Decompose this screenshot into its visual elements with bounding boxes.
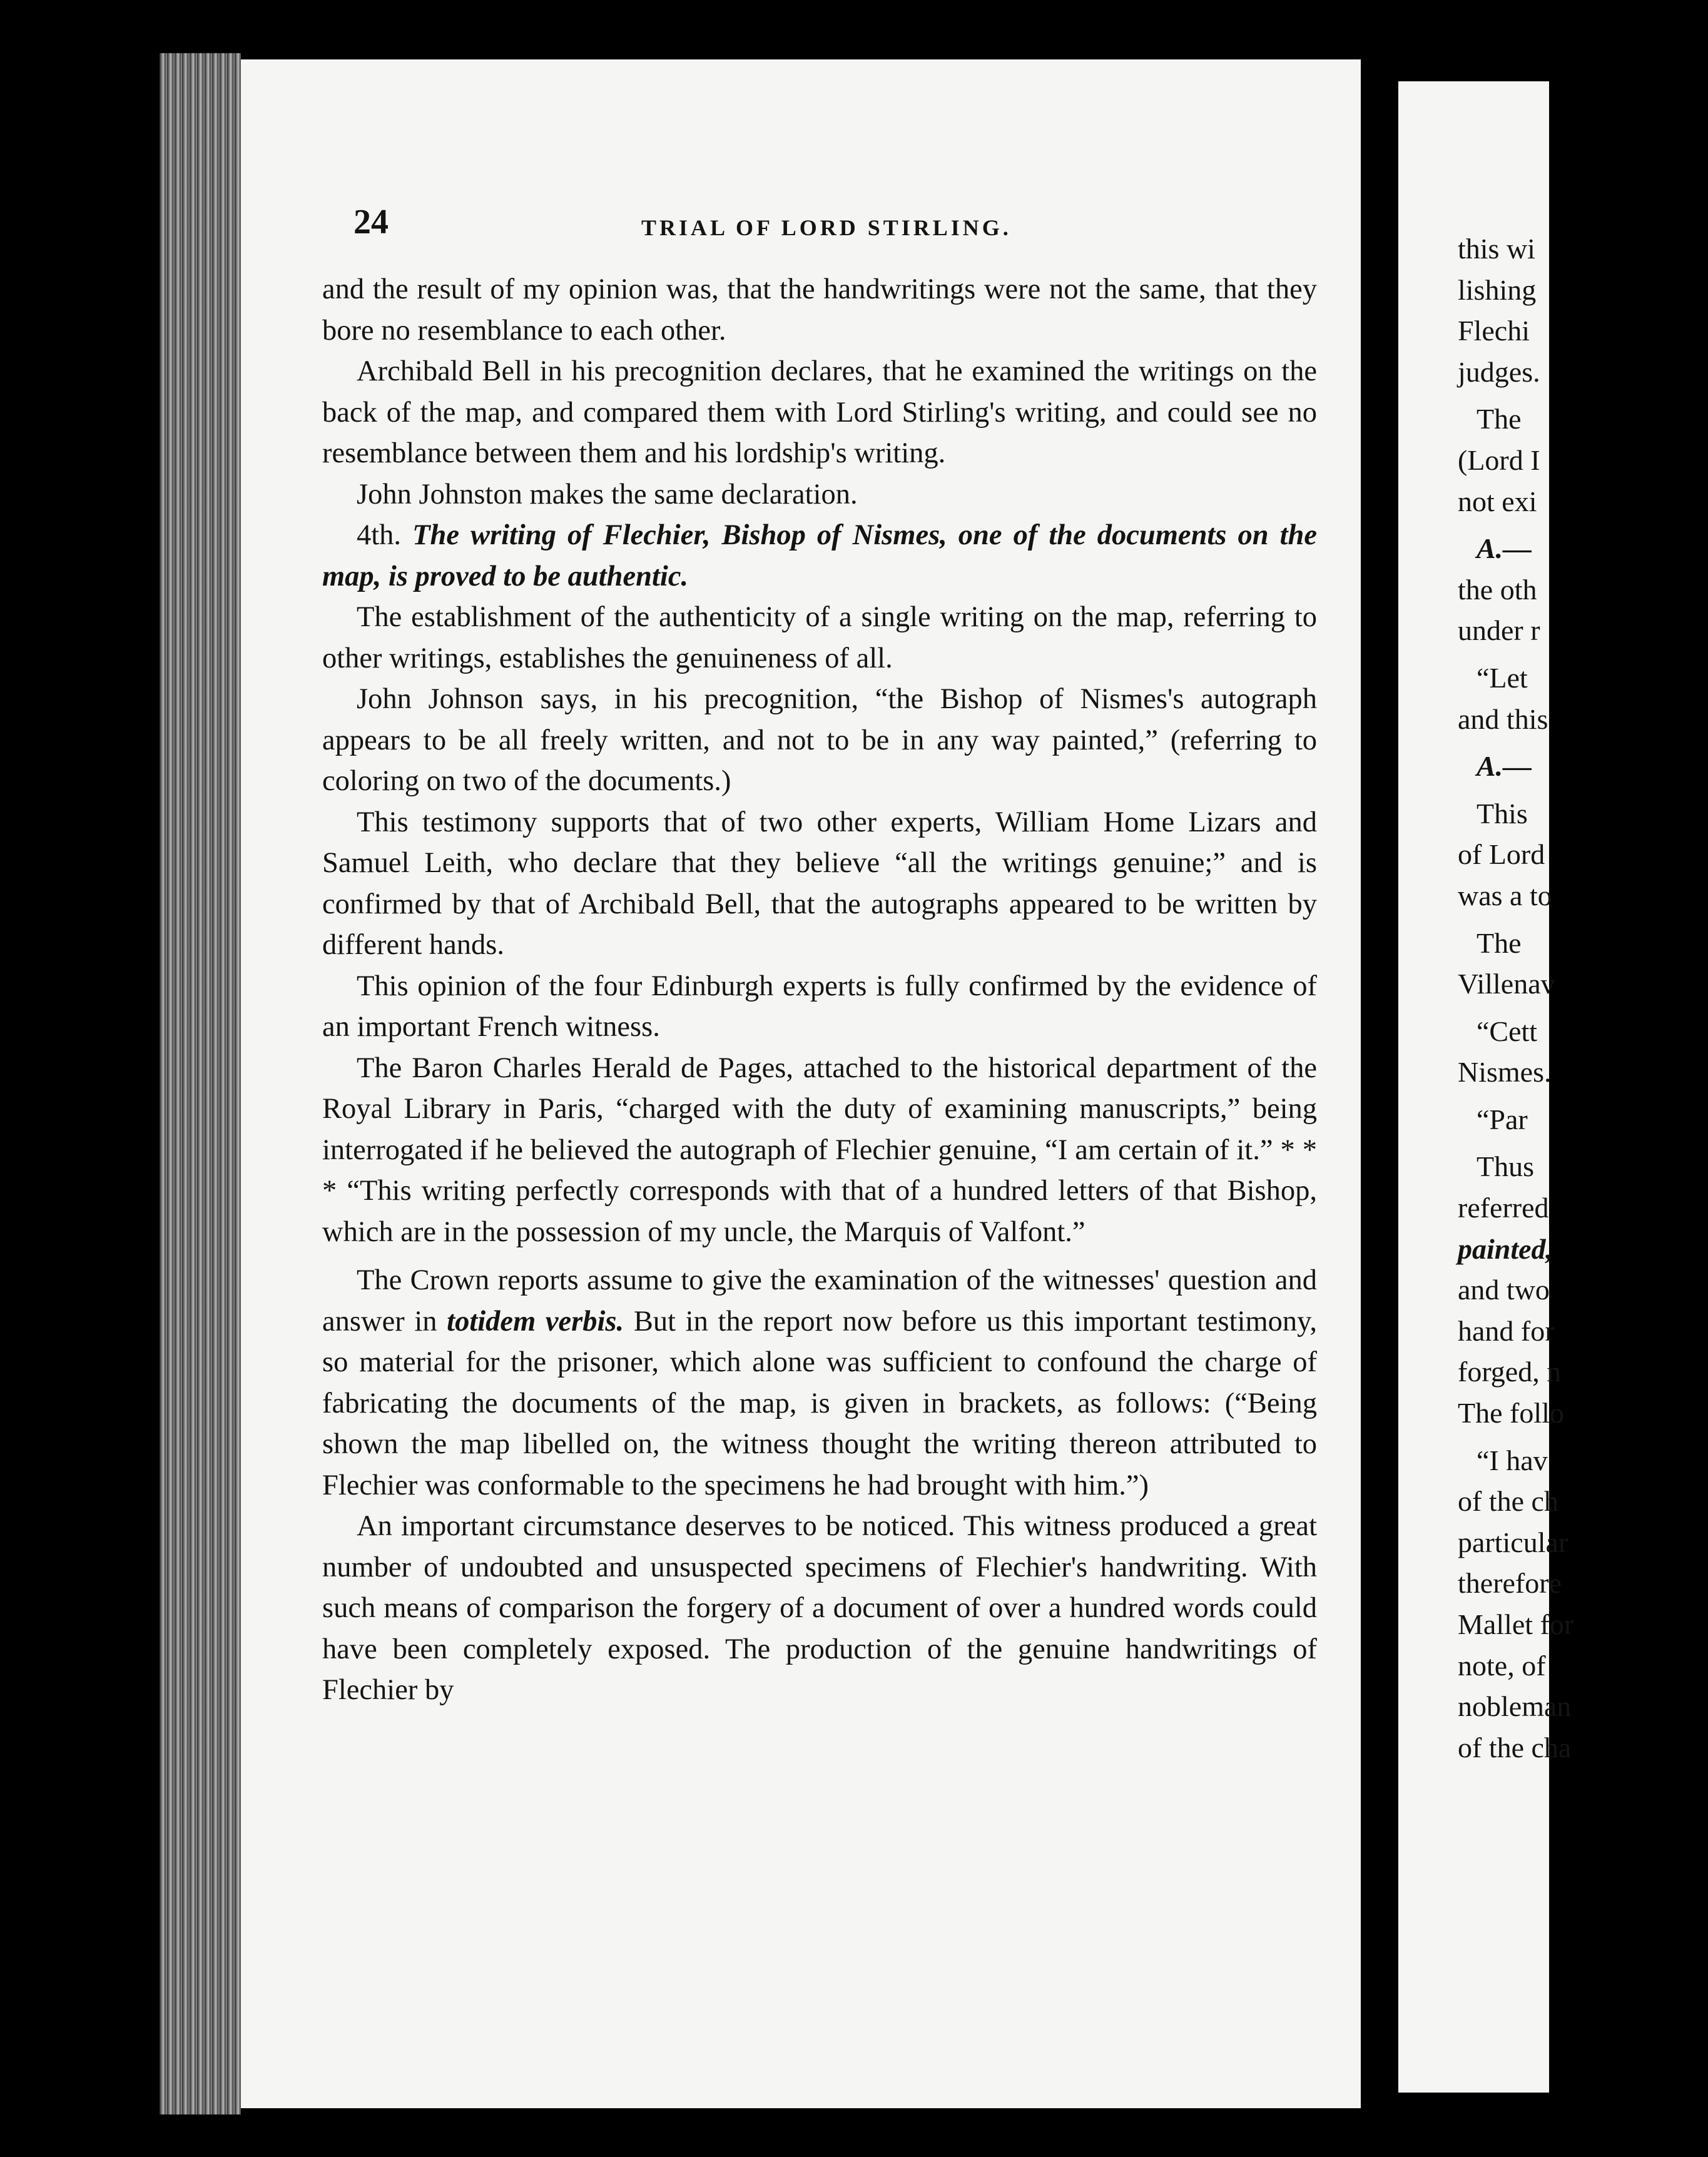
facing-page-line: This <box>1477 797 1528 830</box>
paragraph-heading <box>322 515 1317 597</box>
facing-page-line: The follo <box>1458 1397 1564 1429</box>
facing-page-line: Flechi <box>1458 315 1530 347</box>
facing-page-line: “I hav <box>1477 1444 1548 1476</box>
main-page <box>241 59 1361 2108</box>
body-text <box>322 269 1317 1711</box>
facing-page-line: therefore <box>1458 1567 1562 1600</box>
facing-page-line: A.— <box>1477 532 1532 565</box>
binding-edge <box>160 53 241 2114</box>
paragraph: This opinion of the four Edinburgh experts is fully confirmed by the evidence of an important French witness. <box>322 970 1317 1043</box>
facing-page-line: the oth <box>1458 573 1537 606</box>
facing-page-line: was a to <box>1458 879 1552 911</box>
facing-page-line: “Cett <box>1477 1015 1538 1047</box>
facing-page-line: The <box>1477 403 1522 435</box>
facing-page-line: of Lord <box>1458 838 1545 871</box>
facing-page-line: A.— <box>1477 750 1532 783</box>
facing-page-line: Villenav <box>1458 968 1555 1000</box>
facing-page <box>1398 81 1574 2093</box>
facing-page-line: forged, n <box>1458 1356 1562 1388</box>
paragraph-text: But in the report now before us this important testimony, so material for the prisoner, which alone was sufficient to confound the charge of fabricating the documents of the map, is given in brackets, as follows: (“Being shown the map libelled on, the witness thought the writing thereon attributed to Flechier was conformable to the specimens he had brought with him.”) <box>322 1305 1318 1501</box>
facing-page-line: Mallet for <box>1458 1608 1574 1640</box>
facing-page-line: note, of <box>1458 1649 1546 1682</box>
facing-page-line: particular <box>1458 1526 1568 1558</box>
facing-page-line: and this <box>1458 703 1548 735</box>
facing-page-line: not exi <box>1458 485 1537 517</box>
facing-page-line: painted, <box>1458 1232 1553 1265</box>
paragraph: John Johnson says, in his precognition, “the Bishop of Nismes's autograph appears to be all freely written, and not to be in any way painted,” (referring to coloring on two of the documents.) <box>322 683 1317 797</box>
facing-page-line: Thus <box>1477 1150 1534 1183</box>
facing-page-line: of the cha <box>1458 1731 1572 1764</box>
paragraph <box>322 1260 1317 1506</box>
paragraph: Archibald Bell in his precognition declares, that he examined the writings on the back of the map, and compared them with Lord Stirling's writing, and could see no resemblance between them and his lordship's writing. <box>322 355 1317 469</box>
section-number: 4th. <box>357 519 402 551</box>
facing-page-line: referred <box>1458 1192 1549 1224</box>
page-number: 24 <box>353 203 389 241</box>
facing-page-line: of the ch <box>1458 1485 1558 1518</box>
facing-page-line: hand for <box>1458 1314 1555 1347</box>
facing-page-lines <box>1458 228 1708 1768</box>
facing-page-line: nobleman <box>1458 1690 1572 1723</box>
facing-page-line: “Let <box>1477 661 1528 694</box>
facing-page-line: lishing <box>1458 273 1537 306</box>
paragraph: and the result of my opinion was, that the handwritings were not the same, that they bore no resemblance to each other. <box>322 273 1317 347</box>
facing-page-line: The <box>1477 926 1522 959</box>
facing-page-line: and two <box>1458 1274 1550 1306</box>
latin-phrase: totidem verbis. <box>447 1305 624 1337</box>
facing-page-line: this wi <box>1458 233 1535 265</box>
paragraph-text: The Crown reports assume to give the examination of the witnesses' question and answer in <box>322 1264 1317 1337</box>
facing-page-line: under r <box>1458 614 1540 647</box>
paragraph: John Johnston makes the same declaration. <box>357 478 858 510</box>
facing-page-line: “Par <box>1477 1103 1528 1135</box>
paragraph: The Baron Charles Herald de Pages, attached to the historical department of the Royal Library in Paris, “charged with the duty of examining manuscripts,” being interrogated if he believed the autograph of Flechier genuine, “I am certain of it.” * * * “This writing perfectly corresponds with that of a hundred letters of that Bishop, which are in the possession of my uncle, the Marquis of Valfont.” <box>322 1052 1317 1248</box>
facing-page-line: (Lord I <box>1458 444 1540 476</box>
paragraph: An important circumstance deserves to be noticed. This witness produced a great number of undoubted and unsuspected specimens of Flechier's handwriting. With such means of comparison the forgery of a document of over a hundred words could have been completely exposed. The production of the genuine handwritings of Flechier by <box>322 1510 1317 1706</box>
section-heading: The writing of Flechier, Bishop of Nismes, one of the documents on the map, is proved to be authentic. <box>322 519 1317 592</box>
running-head <box>241 202 1361 246</box>
paragraph: This testimony supports that of two other experts, William Home Lizars and Samuel Leith, who declare that they believe “all the writings genuine;” and is confirmed by that of Archibald Bell, that the autographs appeared to be written by different hands. <box>322 806 1317 961</box>
facing-page-line: Nismes. <box>1458 1056 1552 1089</box>
facing-page-line: judges. <box>1458 355 1540 388</box>
paragraph: The establishment of the authenticity of a single writing on the map, referring to other writings, establishes the genuineness of all. <box>322 601 1317 674</box>
page-title: TRIAL OF LORD STIRLING. <box>641 215 1012 240</box>
